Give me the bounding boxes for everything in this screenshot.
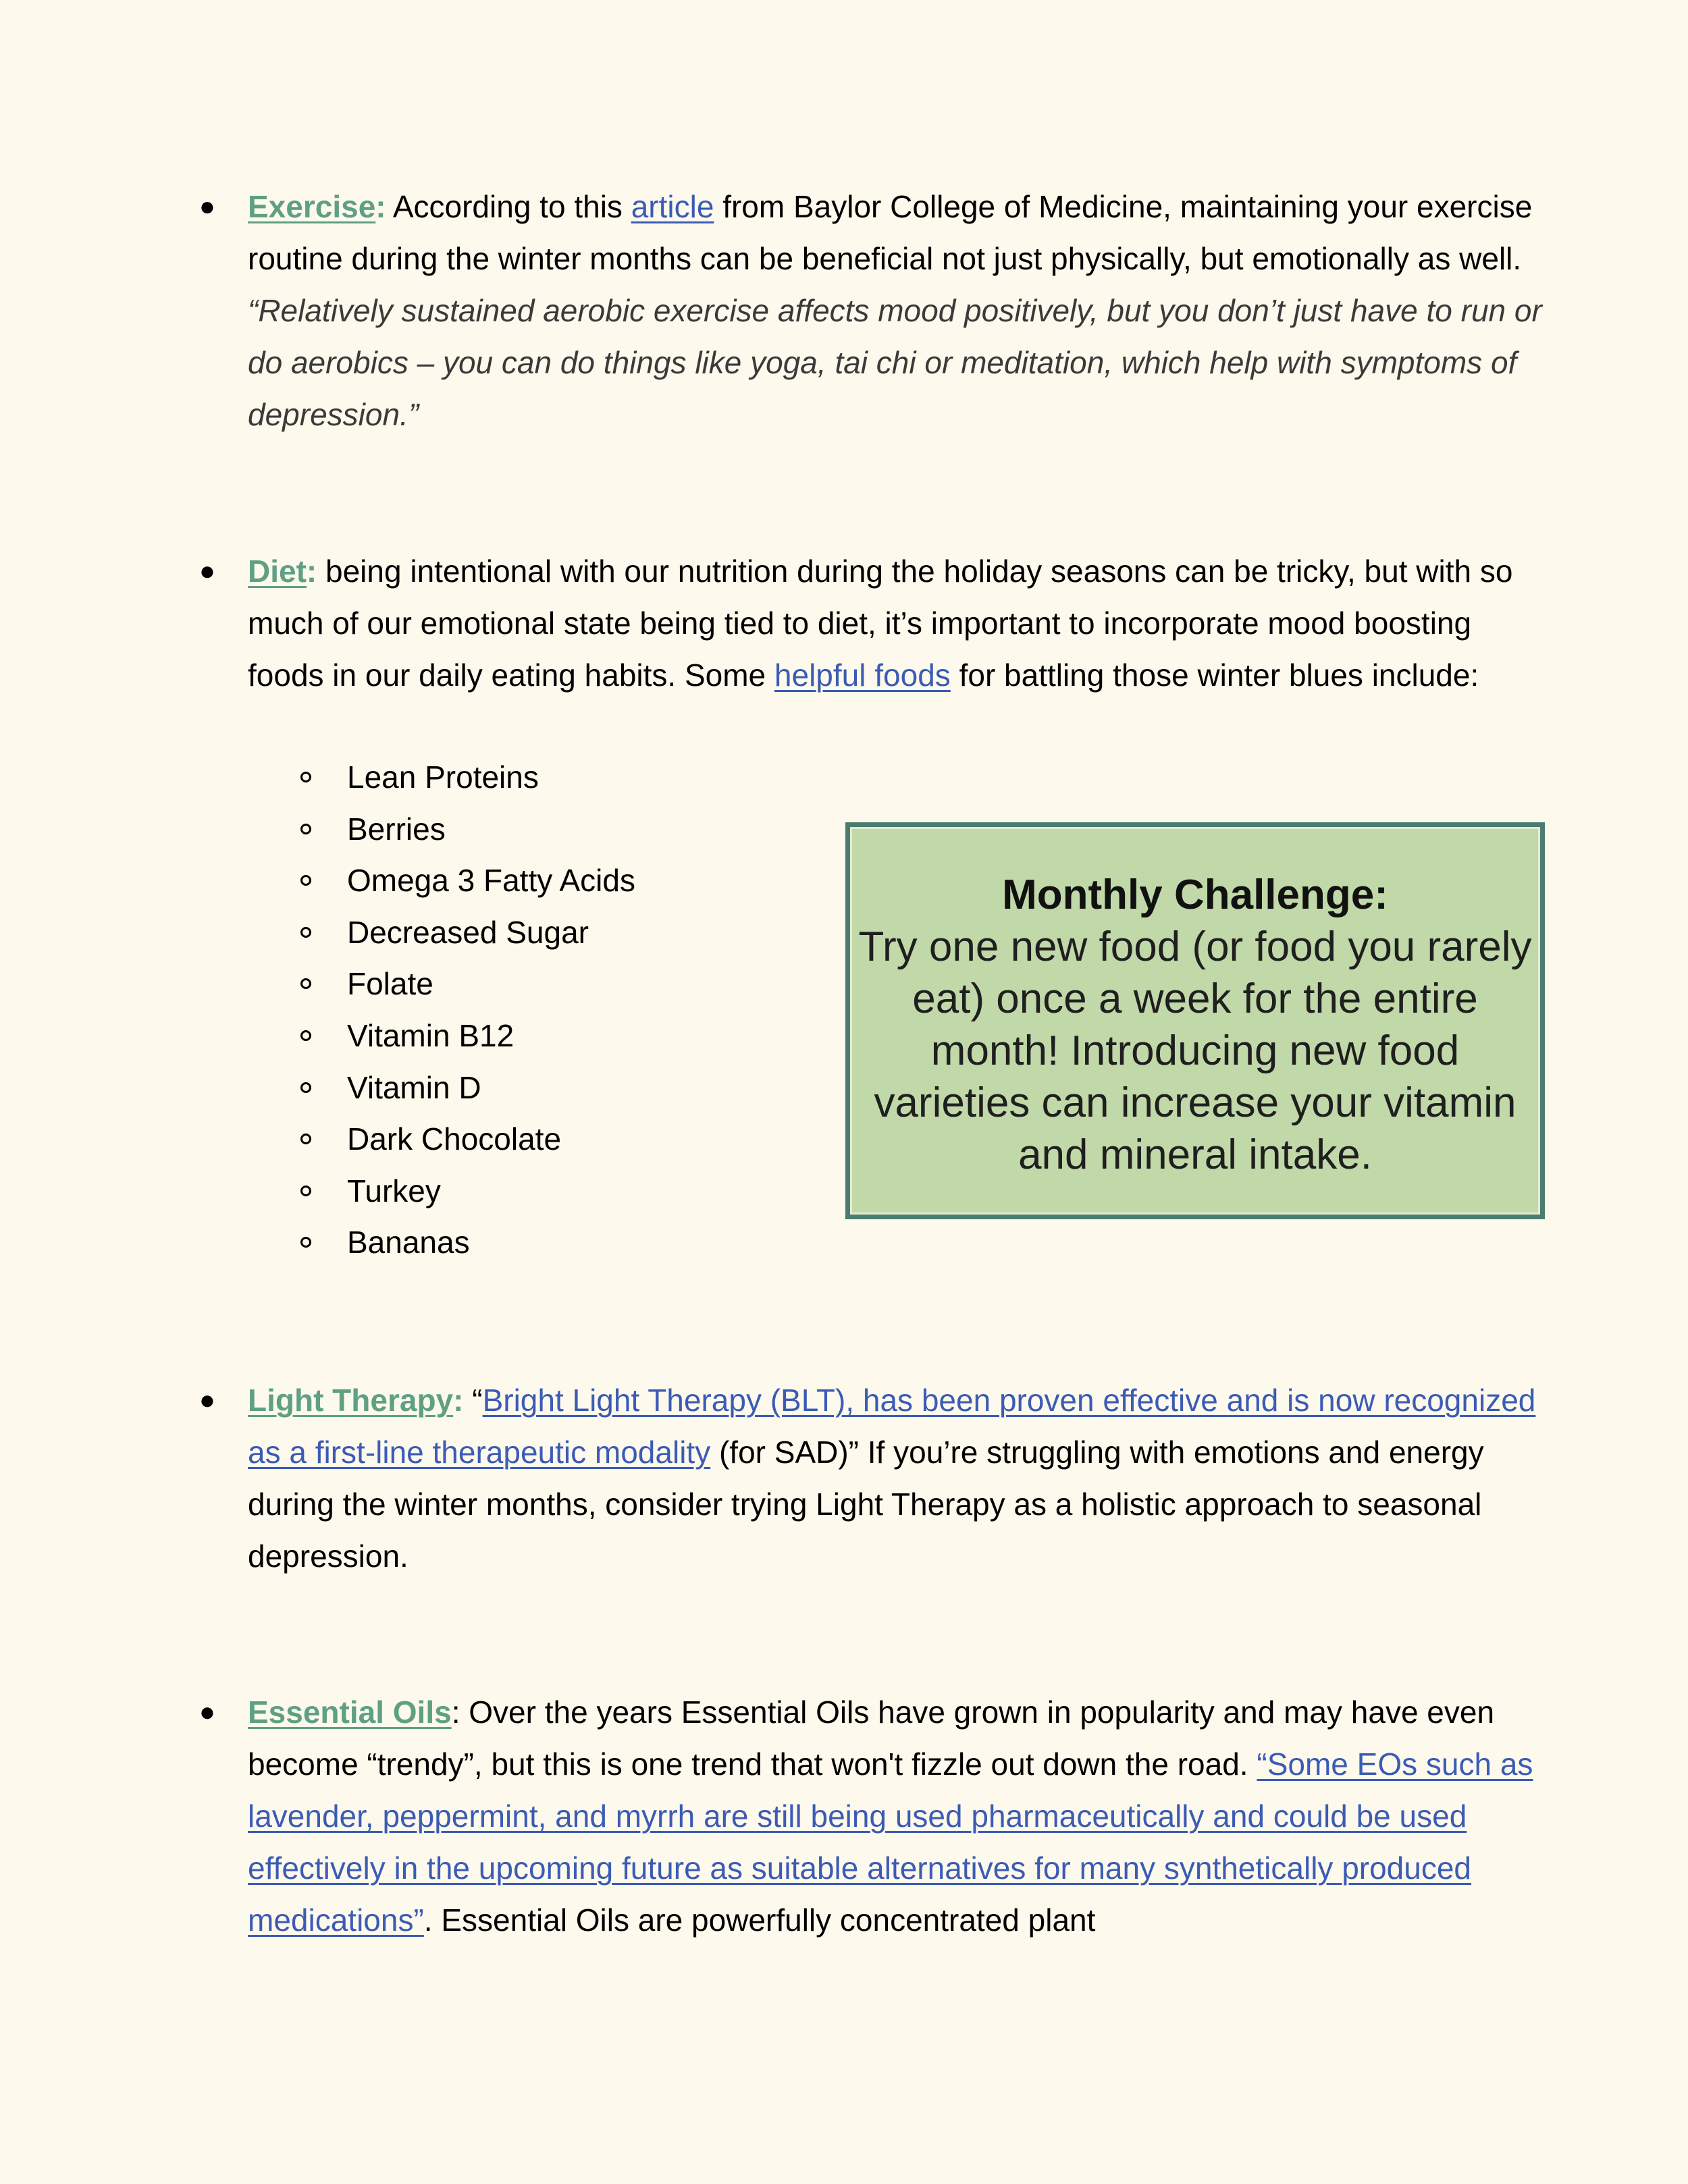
food-label: Decreased Sugar bbox=[347, 914, 589, 950]
helpful-foods-link[interactable]: helpful foods bbox=[774, 658, 951, 693]
circle-bullet-icon bbox=[300, 824, 311, 834]
circle-bullet-icon bbox=[300, 1134, 311, 1144]
food-label: Lean Proteins bbox=[347, 760, 539, 795]
diet-section bbox=[199, 545, 1544, 701]
diet-colon: : bbox=[306, 554, 317, 589]
food-label: Turkey bbox=[347, 1173, 441, 1208]
blt-link[interactable]: Bright Light Therapy (BLT), has been proven effective and is now recognized as a first-line therapeutic modality bbox=[248, 1383, 1536, 1470]
exercise-text-1: According to this bbox=[386, 189, 631, 224]
list-item bbox=[248, 958, 635, 1010]
list-item bbox=[248, 1217, 635, 1269]
bullet-icon: ● bbox=[199, 192, 216, 221]
light-therapy-section bbox=[199, 1375, 1544, 1582]
essential-oils-text-2: . Essential Oils are powerfully concentrated plant bbox=[423, 1902, 1096, 1938]
exercise-quote: “Relatively sustained aerobic exercise affects mood positively, but you don’t just have to run or do aerobics – you can do things like yoga, tai chi or meditation, which help with symptoms of depression.” bbox=[248, 293, 1542, 432]
monthly-challenge-box bbox=[845, 822, 1545, 1219]
bullet-icon: ● bbox=[199, 556, 216, 586]
light-therapy-heading[interactable]: Light Therapy bbox=[248, 1383, 454, 1418]
circle-bullet-icon bbox=[300, 772, 311, 782]
circle-bullet-icon bbox=[300, 1237, 311, 1248]
essential-oils-heading[interactable]: Essential Oils bbox=[248, 1695, 452, 1730]
food-label: Dark Chocolate bbox=[347, 1121, 562, 1157]
exercise-colon: : bbox=[375, 189, 386, 224]
bullet-icon: ● bbox=[199, 1697, 216, 1727]
food-label: Vitamin D bbox=[347, 1069, 481, 1105]
diet-text-2: for battling those winter blues include: bbox=[950, 658, 1479, 693]
list-item bbox=[248, 907, 635, 959]
list-item bbox=[248, 1062, 635, 1114]
diet-text-1: being intentional with our nutrition during the holiday seasons can be tricky, but with so much of our emotional state being tied to diet, it’s important to incorporate mood boosting foods in our daily eating habits. Some bbox=[248, 554, 1513, 693]
circle-bullet-icon bbox=[300, 978, 311, 989]
list-item bbox=[248, 803, 635, 855]
list-item bbox=[248, 855, 635, 907]
essential-oils-colon: : bbox=[451, 1695, 460, 1730]
challenge-body: Try one new food (or food you rarely eat) once a week for the entire month! Introducing new food varieties can increase your vitamin and mineral intake. bbox=[858, 924, 1532, 1178]
exercise-section bbox=[199, 181, 1544, 441]
challenge-title: Monthly Challenge: bbox=[1002, 872, 1388, 918]
light-therapy-open-quote: “ bbox=[463, 1383, 483, 1418]
food-label: Omega 3 Fatty Acids bbox=[347, 863, 635, 899]
foods-list bbox=[248, 751, 635, 1269]
bullet-icon: ● bbox=[199, 1385, 216, 1415]
essential-oils-section bbox=[199, 1686, 1544, 1946]
circle-bullet-icon bbox=[300, 1082, 311, 1093]
light-therapy-text: (for SAD)” If you’re struggling with emotions and energy during the winter months, consider trying Light Therapy as a holistic approach to seasonal depression. bbox=[248, 1435, 1484, 1574]
circle-bullet-icon bbox=[300, 1186, 311, 1196]
list-item bbox=[248, 1010, 635, 1062]
list-item bbox=[248, 1165, 635, 1217]
essential-oils-quote-link[interactable]: “Some EOs such as lavender, peppermint, and myrrh are still being used pharmaceutically and could be used effectively in the upcoming future as suitable alternatives for many synthetically produced medications” bbox=[248, 1747, 1533, 1938]
diet-heading[interactable]: Diet bbox=[248, 554, 307, 589]
food-label: Vitamin B12 bbox=[347, 1017, 515, 1053]
article-link[interactable]: article bbox=[631, 189, 714, 224]
food-label: Berries bbox=[347, 811, 446, 847]
food-label: Folate bbox=[347, 966, 433, 1002]
exercise-heading[interactable]: Exercise bbox=[248, 189, 376, 224]
circle-bullet-icon bbox=[300, 1030, 311, 1041]
essential-oils-text-1: Over the years Essential Oils have grown in popularity and may have even become “trendy”, but this is one trend that won't fizzle out down the road. bbox=[248, 1695, 1495, 1782]
circle-bullet-icon bbox=[300, 927, 311, 938]
food-label: Bananas bbox=[347, 1225, 470, 1260]
light-therapy-colon: : bbox=[453, 1383, 464, 1418]
exercise-text-2: from Baylor College of Medicine, maintaining your exercise routine during the winter months can be beneficial not just physically, but emotionally as well. bbox=[248, 189, 1533, 276]
list-item bbox=[248, 1113, 635, 1165]
circle-bullet-icon bbox=[300, 875, 311, 886]
list-item bbox=[248, 751, 635, 803]
